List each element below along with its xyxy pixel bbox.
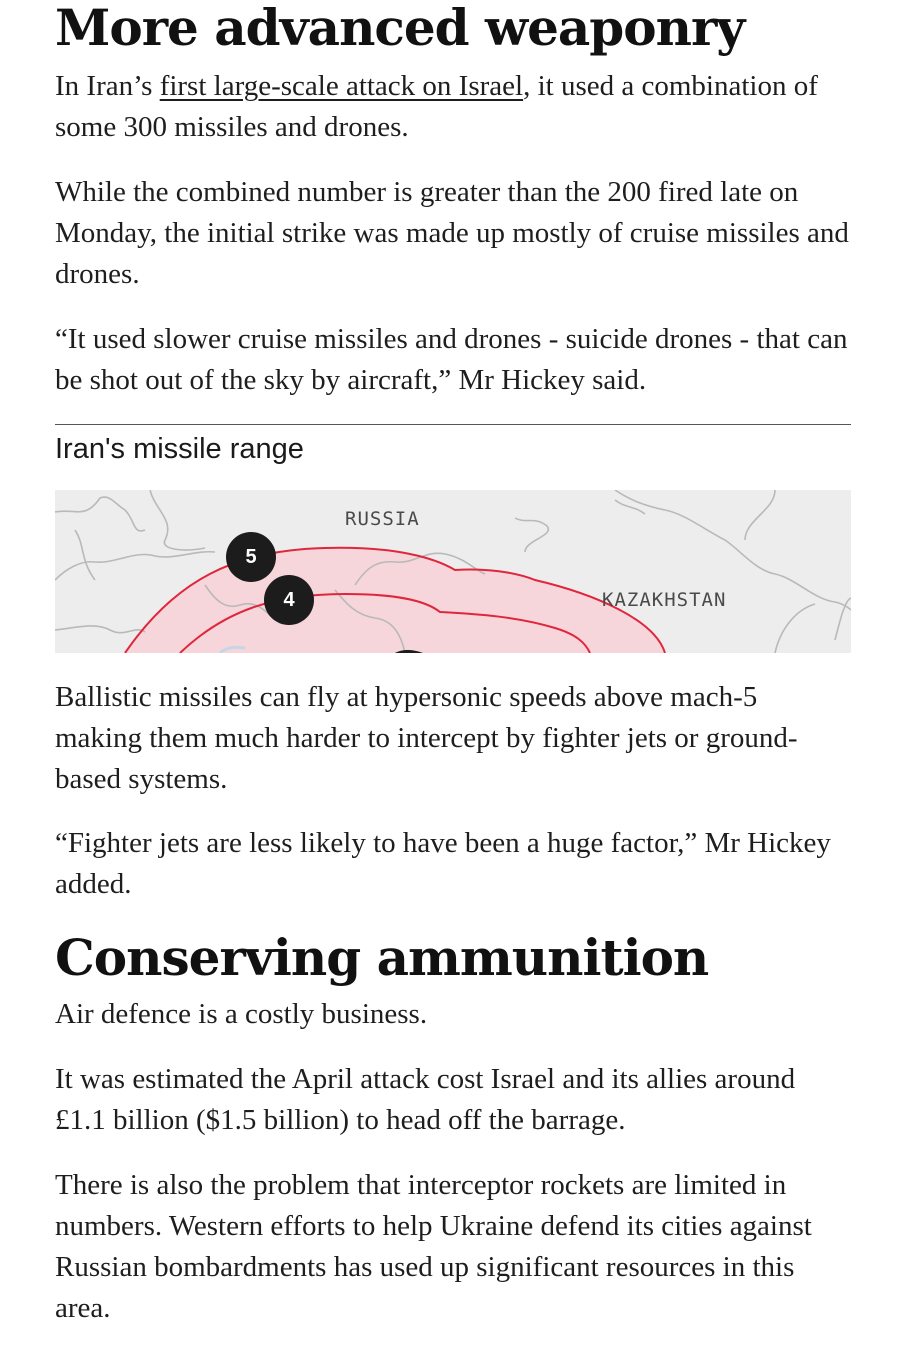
- paragraph-hickey-quote-2: “Fighter jets are less likely to have been a huge factor,” Mr Hickey added.: [55, 827, 831, 900]
- section-heading-ammunition: Conserving ammunition: [55, 928, 709, 987]
- link-first-large-scale-attack[interactable]: first large-scale attack on Israel: [159, 70, 524, 102]
- paragraph-combined-number: While the combined number is greater than the 200 fired late on Monday, the initial strike was made up mostly of cruise missiles and drones.: [55, 176, 849, 290]
- missile-range-map[interactable]: [55, 490, 851, 653]
- map-label-kazakhstan: KAZAKHSTAN: [602, 589, 727, 611]
- section-heading-weaponry: More advanced weaponry: [55, 0, 745, 57]
- paragraph-text: In Iran’s: [55, 70, 160, 102]
- paragraph-interceptor-rockets: There is also the problem that interceptor rockets are limited in numbers. Western efforts to help Ukraine defend its cities against Russian bombardments has used up significant resources in this area.: [55, 1169, 812, 1324]
- paragraph-hickey-quote-1: “It used slower cruise missiles and drones - suicide drones - that can be shot out of the sky by aircraft,” Mr Hickey said.: [55, 323, 848, 396]
- map-graphic: [55, 490, 851, 653]
- map-divider: [55, 424, 851, 425]
- map-title: Iran's missile range: [55, 433, 304, 465]
- paragraph-first-attack: [55, 66, 851, 148]
- map-label-russia: RUSSIA: [345, 508, 420, 530]
- range-area-outer: [125, 548, 665, 653]
- paragraph-ballistic-missiles: Ballistic missiles can fly at hypersonic speeds above mach-5 making them much harder to intercept by fighter jets or ground-based systems.: [55, 681, 798, 795]
- paragraph-april-cost: It was estimated the April attack cost Israel and its allies around £1.1 billion ($1.5 billion) to head off the barrage.: [55, 1063, 796, 1136]
- paragraph-text: , it used a combination of some 300 missiles and drones.: [55, 70, 818, 143]
- range-marker-5[interactable]: 5: [226, 532, 276, 582]
- paragraph-air-defence: Air defence is a costly business.: [55, 998, 428, 1030]
- range-marker-4[interactable]: 4: [264, 575, 314, 625]
